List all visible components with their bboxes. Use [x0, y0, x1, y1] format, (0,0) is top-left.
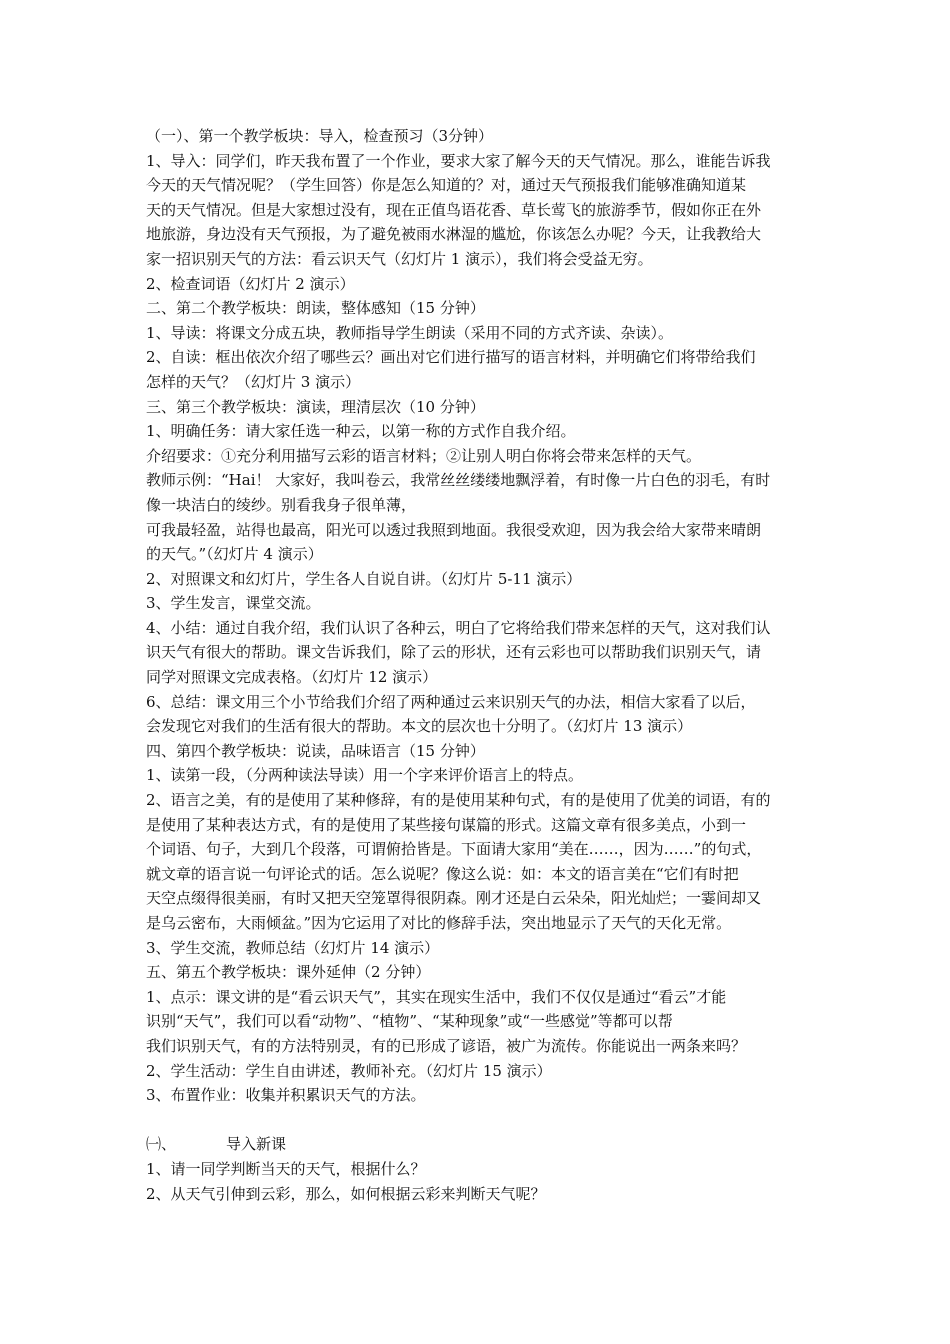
text-line: 五、第五个教学板块：课外延伸（2 分钟）: [146, 963, 431, 982]
text-line: 4、小结：通过自我介绍，我们认识了各种云，明白了它将给我们带来怎样的天气，这对我们认: [146, 618, 771, 637]
text-line: 教师示例：“Hai！ 大家好，我叫卷云，我常丝丝缕缕地飘浮着，有时像一片白色的羽毛，有时: [146, 471, 771, 490]
text-line: 1、导读：将课文分成五块，教师指导学生朗读（采用不同的方式齐读、杂读）。: [146, 323, 674, 342]
text-line: 可我最轻盈，站得也最高，阳光可以透过我照到地面。我很受欢迎，因为我会给大家带来晴朗: [146, 520, 762, 539]
text-line: 3、学生发言，课堂交流。: [146, 594, 321, 613]
text-line: 四、第四个教学板块：说读，品味语言（15 分钟）: [146, 741, 485, 760]
text-line: （一）、第一个教学板块：导入，检查预习（3分钟）: [146, 127, 494, 145]
text-line: 天空点缀得很美丽，有时又把天空笼罩得很阴森。刚才还是白云朵朵，阳光灿烂；一霎间却又: [146, 889, 762, 908]
text-line: 1、请一同学判断当天的天气，根据什么？: [146, 1159, 426, 1178]
text-line: 1、点示：课文讲的是“看云识天气”，其实在现实生活中，我们不仅仅是通过“看云”才能: [146, 987, 727, 1006]
text-line: 今天的天气情况呢？（学生回答）你是怎么知道的？对，通过天气预报我们能够准确知道某: [146, 176, 747, 195]
section-heading: [146, 1132, 810, 1157]
paragraph-gap: [146, 1108, 810, 1133]
section-intro: [146, 1132, 810, 1206]
section-title: 导入新课: [226, 1135, 287, 1154]
text-line: 会发现它对我们的生活有很大的帮助。本文的层次也十分明了。（幻灯片 13 演示）: [146, 717, 693, 736]
text-line: 像一块洁白的绫纱。别看我身子很单薄，: [146, 495, 417, 514]
text-line: 地旅游，身边没有天气预报，为了避免被雨水淋湿的尴尬，你该怎么办呢？今天，让我教给大: [146, 225, 762, 244]
text-line: 二、第二个教学板块：朗读，整体感知（15 分钟）: [146, 299, 485, 318]
text-line: 1、导入：同学们，昨天我布置了一个作业，要求大家了解今天的天气情况。那么，谁能告诉我: [146, 151, 771, 170]
text-line: 天的天气情况。但是大家想过没有，现在正值鸟语花香、草长莺飞的旅游季节，假如你正在外: [146, 200, 762, 219]
text-line: 2、对照课文和幻灯片，学生各人自说自讲。（幻灯片 5-11 演示）: [146, 569, 582, 588]
text-line: 2、学生活动：学生自由讲述，教师补充。（幻灯片 15 演示）: [146, 1061, 552, 1080]
text-line: 3、布置作业：收集并积累识天气的方法。: [146, 1086, 426, 1105]
text-line: 同学对照课文完成表格。（幻灯片 12 演示）: [146, 668, 438, 687]
text-line: 6、总结：课文用三个小节给我们介绍了两种通过云来识别天气的办法，相信大家看了以后，: [146, 692, 756, 711]
text-line: 识天气有很大的帮助。课文告诉我们，除了云的形状，还有云彩也可以帮助我们识别天气，请: [146, 643, 762, 662]
text-line: 是使用了某种表达方式，有的是使用了某些接句谋篇的形式。这篇文章有很多美点，小到一: [146, 815, 747, 834]
text-line: 介绍要求：①充分利用描写云彩的语言材料；②让别人明白你将会带来怎样的天气。: [146, 446, 702, 465]
text-line: 的天气。”（幻灯片 4 演示）: [146, 545, 323, 564]
lesson-plan-body: [146, 124, 810, 1108]
text-line: 三、第三个教学板块：演读，理清层次（10 分钟）: [146, 397, 485, 416]
text-line: 2、语言之美，有的是使用了某种修辞，有的是使用某种句式，有的是使用了优美的词语，有的: [146, 791, 771, 810]
text-line: 2、从天气引伸到云彩，那么，如何根据云彩来判断天气呢？: [146, 1184, 546, 1203]
text-line: 1、明确任务：请大家任选一种云，以第一称的方式作自我介绍。: [146, 422, 576, 441]
text-line: 3、学生交流，教师总结（幻灯片 14 演示）: [146, 938, 440, 957]
text-line: 2、检查词语（幻灯片 2 演示）: [146, 274, 355, 293]
text-line: 个词语、句子，大到几个段落，可谓俯拾皆是。下面请大家用“美在……，因为……”的句式，: [146, 840, 762, 859]
text-line: 2、自读：框出依次介绍了哪些云？画出对它们进行描写的语言材料，并明确它们将带给我们: [146, 348, 756, 367]
text-line: 识别“天气”，我们可以看“动物”、“植物”、“某种现象”或“一些感觉”等都可以帮: [146, 1012, 673, 1031]
text-line: 怎样的天气？（幻灯片 3 演示）: [146, 372, 361, 391]
text-line: 就文章的语言说一句评论式的话。怎么说呢？像这么说：如：本文的语言美在“它们有时把: [146, 864, 739, 883]
text-line: 1、读第一段，（分两种读法导读）用一个字来评价语言上的特点。: [146, 766, 584, 785]
text-line: 家一招识别天气的方法：看云识天气（幻灯片 1 演示），我们将会受益无穷。: [146, 249, 653, 268]
section-number: ㈠、: [146, 1135, 177, 1154]
text-line: 我们识别天气，有的方法特别灵，有的已形成了谚语，被广为流传。你能说出一两条来吗？: [146, 1036, 747, 1055]
document-page: [146, 124, 810, 1206]
text-line: 是乌云密布，大雨倾盆。”因为它运用了对比的修辞手法，突出地显示了天气的天化无常。: [146, 914, 732, 932]
